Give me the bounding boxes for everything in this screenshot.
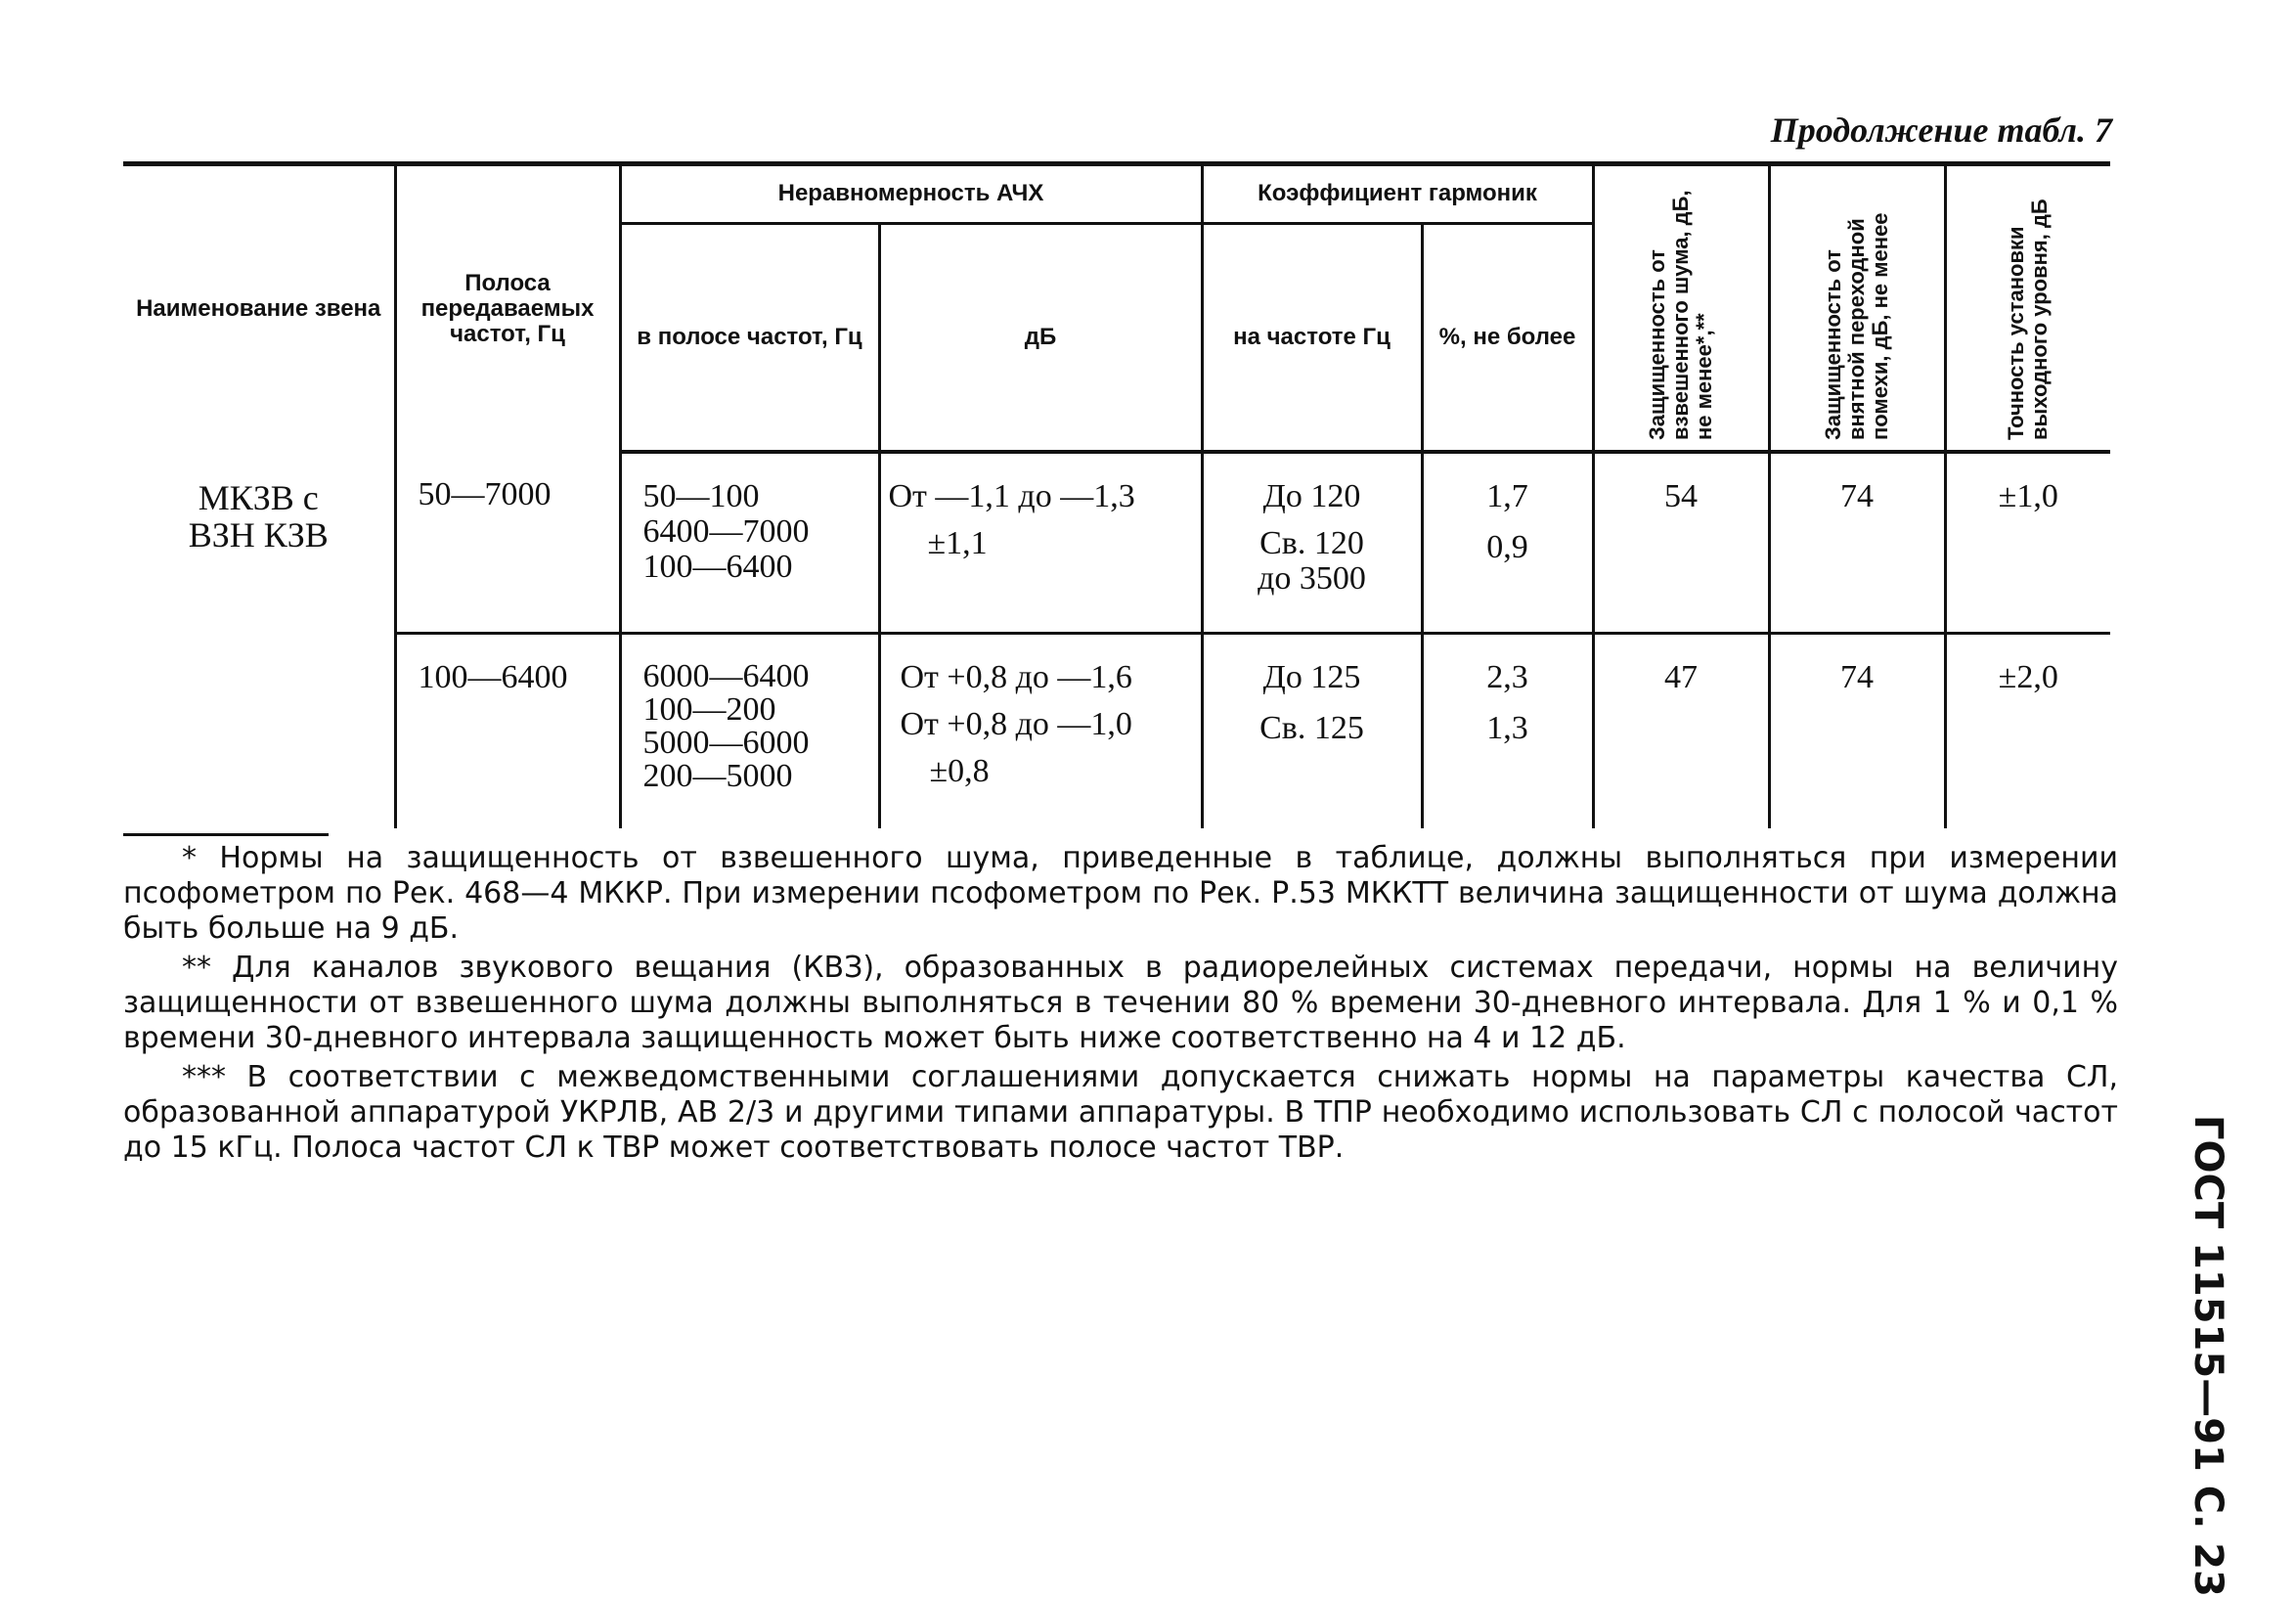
cell-band: 50—7000 [395,452,620,634]
cell-crosstalk: 74 [1769,634,1945,829]
cell-crosstalk: 74 [1769,452,1945,634]
footnote: * Нормы на защищенность от взвешенного шума, приведенные в таблице, должны выполняться при измерении псофометром по Рек. 468—4 МККР. При измерении псофометром по Рек. Р.53 МККТТ величина защищенности от шума должна быть больше на 9 дБ. [123,841,2118,946]
footnote: ** Для каналов звукового вещания (КВЗ), образованных в радиорелейных системах передачи, нормы на величину защищенности от взвешенного шума должны выполняться в течении 80 % времени 30-дневного интервала. Для 1 % и 0,1 % времени 30-дневного интервала защищенность может быть ниже соответственно на 4 и 12 дБ. [123,951,2118,1055]
page-side-label: ГОСТ 11515—91 С. 23 [2186,1115,2230,1597]
header-band: Полоса передаваемых частот, Гц [395,164,620,453]
cell-afr-db: От +0,8 до —1,6 От +0,8 до —1,0 ±0,8 [879,634,1202,829]
header-name: Наименование звена [123,164,395,453]
header-output-level: Точность установки выходного уровня, дБ [1945,164,2110,453]
header-harm-pct: %, не более [1422,223,1593,452]
header-afr-band: в полосе частот, Гц [620,223,879,452]
data-table [123,161,2110,828]
cell-output-level: ±1,0 [1945,452,2110,634]
table-caption: Продолжение табл. 7 [1770,111,2112,150]
footnotes [123,841,2118,1170]
cell-band: 100—6400 [395,634,620,829]
header-harm-freq: на частоте Гц [1202,223,1422,452]
table-row [123,634,2110,829]
cell-afr-band: 50—100 6400—7000 100—6400 [620,452,879,634]
cell-afr-band: 6000—6400 100—200 5000—6000 200—5000 [620,634,879,829]
cell-harm-pct: 1,7 0,9 [1422,452,1593,634]
header-afr-group: Неравномерность АЧХ [620,164,1202,224]
header-crosstalk: Защищенность от внятной переходной помехи, дБ, не менее [1769,164,1945,453]
cell-afr-db: От —1,1 до —1,3 ±1,1 [879,452,1202,634]
header-afr-db: дБ [879,223,1202,452]
cell-harm-freq: До 125 Св. 125 [1202,634,1422,829]
cell-weighted-noise: 54 [1593,452,1769,634]
header-harmonics-group: Коэффициент гармоник [1202,164,1593,224]
cell-harm-freq: До 120 Св. 120 до 3500 [1202,452,1422,634]
footnote: *** В соответствии с межведомственными соглашениями допускается снижать нормы на параметры качества СЛ, образованной аппаратурой УКРЛВ, АВ 2/3 и другими типами аппаратуры. В ТПР необходимо использовать СЛ с полосой частот до 15 кГц. Полоса частот СЛ к ТВР может соответствовать полосе частот ТВР. [123,1060,2118,1165]
cell-harm-pct: 2,3 1,3 [1422,634,1593,829]
cell-name: МКЗВ с ВЗН КЗВ [123,452,395,828]
table-row [123,452,2110,634]
cell-output-level: ±2,0 [1945,634,2110,829]
header-weighted-noise: Защищенность от взвешенного шума, дБ, не менее*,** [1593,164,1769,453]
footnote-divider [123,833,329,836]
cell-weighted-noise: 47 [1593,634,1769,829]
